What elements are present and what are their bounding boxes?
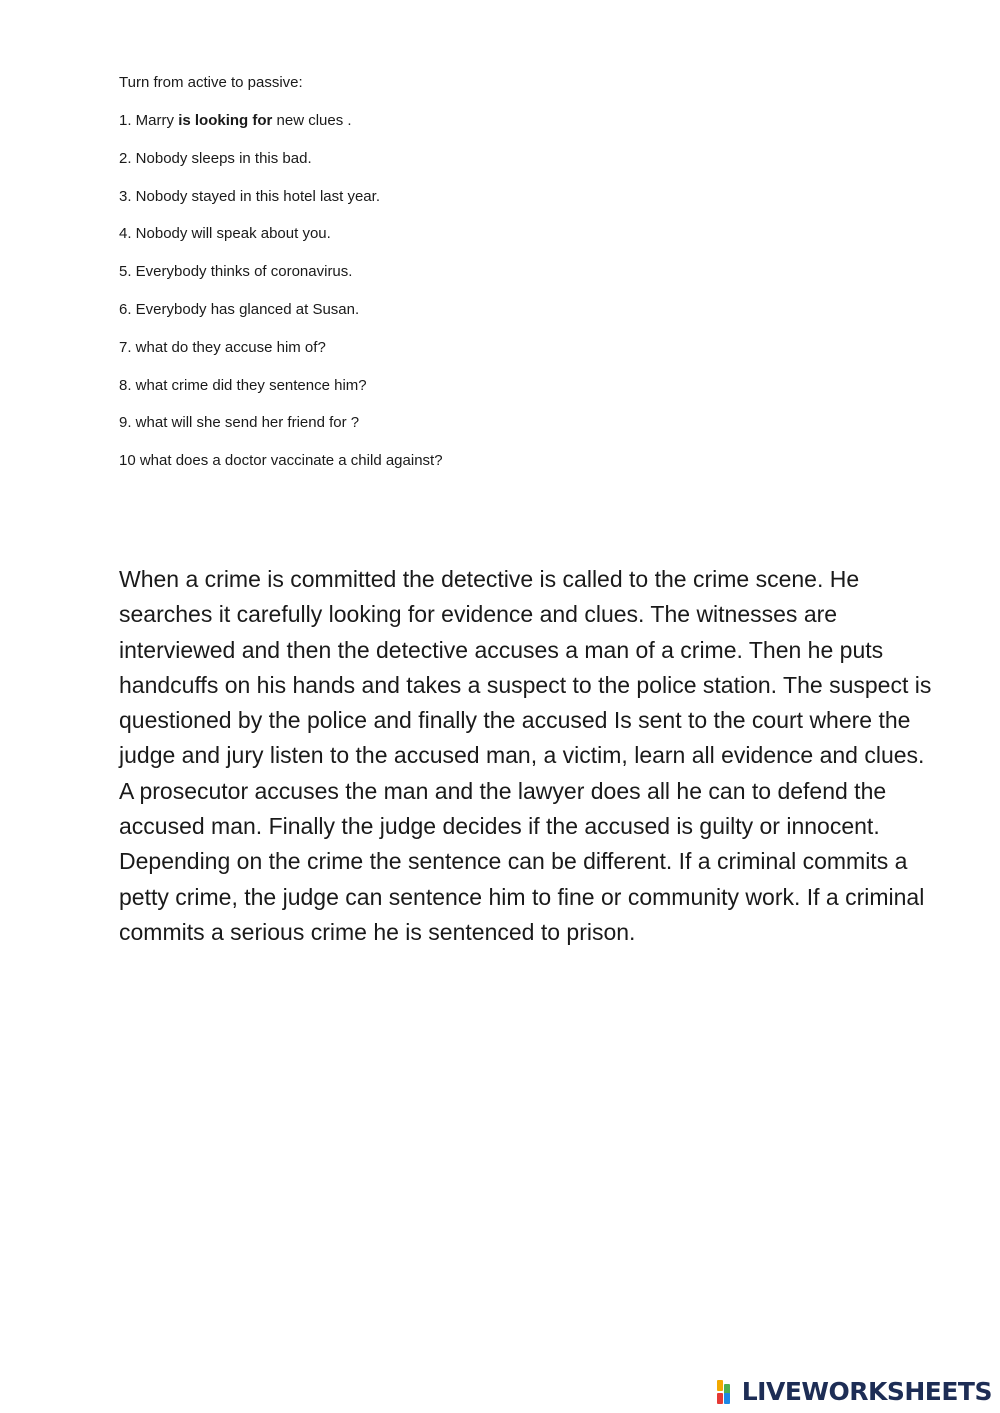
exercise-text: 3. Nobody stayed in this hotel last year. bbox=[119, 187, 380, 205]
logo-block bbox=[724, 1393, 730, 1404]
exercise-item bbox=[119, 111, 443, 131]
exercise-text-end: new clues . bbox=[272, 112, 352, 129]
liveworksheets-logo[interactable] bbox=[717, 1377, 992, 1407]
exercise-item bbox=[119, 187, 443, 207]
logo-text: LIVEWORKSHEETS bbox=[741, 1377, 992, 1406]
exercise-text: 4. Nobody will speak about you. bbox=[119, 225, 331, 243]
exercise-item bbox=[119, 149, 443, 169]
instruction-heading: Turn from active to passive: bbox=[119, 74, 303, 91]
exercise-item bbox=[119, 338, 443, 358]
exercise-text: 7. what do they accuse him of? bbox=[119, 338, 326, 356]
exercise-list bbox=[119, 111, 443, 489]
exercise-text: 1. Marry bbox=[119, 112, 179, 129]
exercise-item bbox=[119, 413, 443, 433]
exercise-text: 9. what will she send her friend for ? bbox=[119, 414, 360, 432]
logo-block bbox=[717, 1393, 723, 1404]
exercise-text: 8. what crime did they sentence him? bbox=[119, 376, 367, 394]
exercise-text: 10 what does a doctor vaccinate a child against? bbox=[119, 452, 443, 470]
exercise-text: 5. Everybody thinks of coronavirus. bbox=[119, 263, 353, 281]
exercise-text: 2. Nobody sleeps in this bad. bbox=[119, 149, 312, 167]
exercise-item bbox=[119, 376, 443, 396]
exercise-item bbox=[119, 224, 443, 244]
exercise-item bbox=[119, 262, 443, 282]
liveworksheets-logo-icon bbox=[717, 1380, 739, 1404]
logo-block bbox=[717, 1380, 723, 1391]
reading-passage: When a crime is committed the detective is called to the crime scene. He searches it carefully looking for evidence and clues. The witnesses are interviewed and then the detective accuses a man of a crime. Then he puts handcuffs on his hands and takes a suspect to the police station. The suspect is questioned by the police and finally the accused Is sent to the court where the judge and jury listen to the accused man, a victim, learn all evidence and clues. A prosecutor accuses the man and the lawyer does all he can to defend the accused man. Finally the judge decides if the accused is guilty or innocent. Depending on the crime the sentence can be different. If a criminal commits a petty crime, the judge can sentence him to fine or community work. If a criminal commits a serious crime he is sentenced to prison. bbox=[119, 566, 932, 945]
exercise-item bbox=[119, 451, 443, 471]
exercise-highlight: is looking for bbox=[178, 112, 273, 129]
exercise-item bbox=[119, 300, 443, 320]
exercise-text: 6. Everybody has glanced at Susan. bbox=[119, 300, 360, 318]
